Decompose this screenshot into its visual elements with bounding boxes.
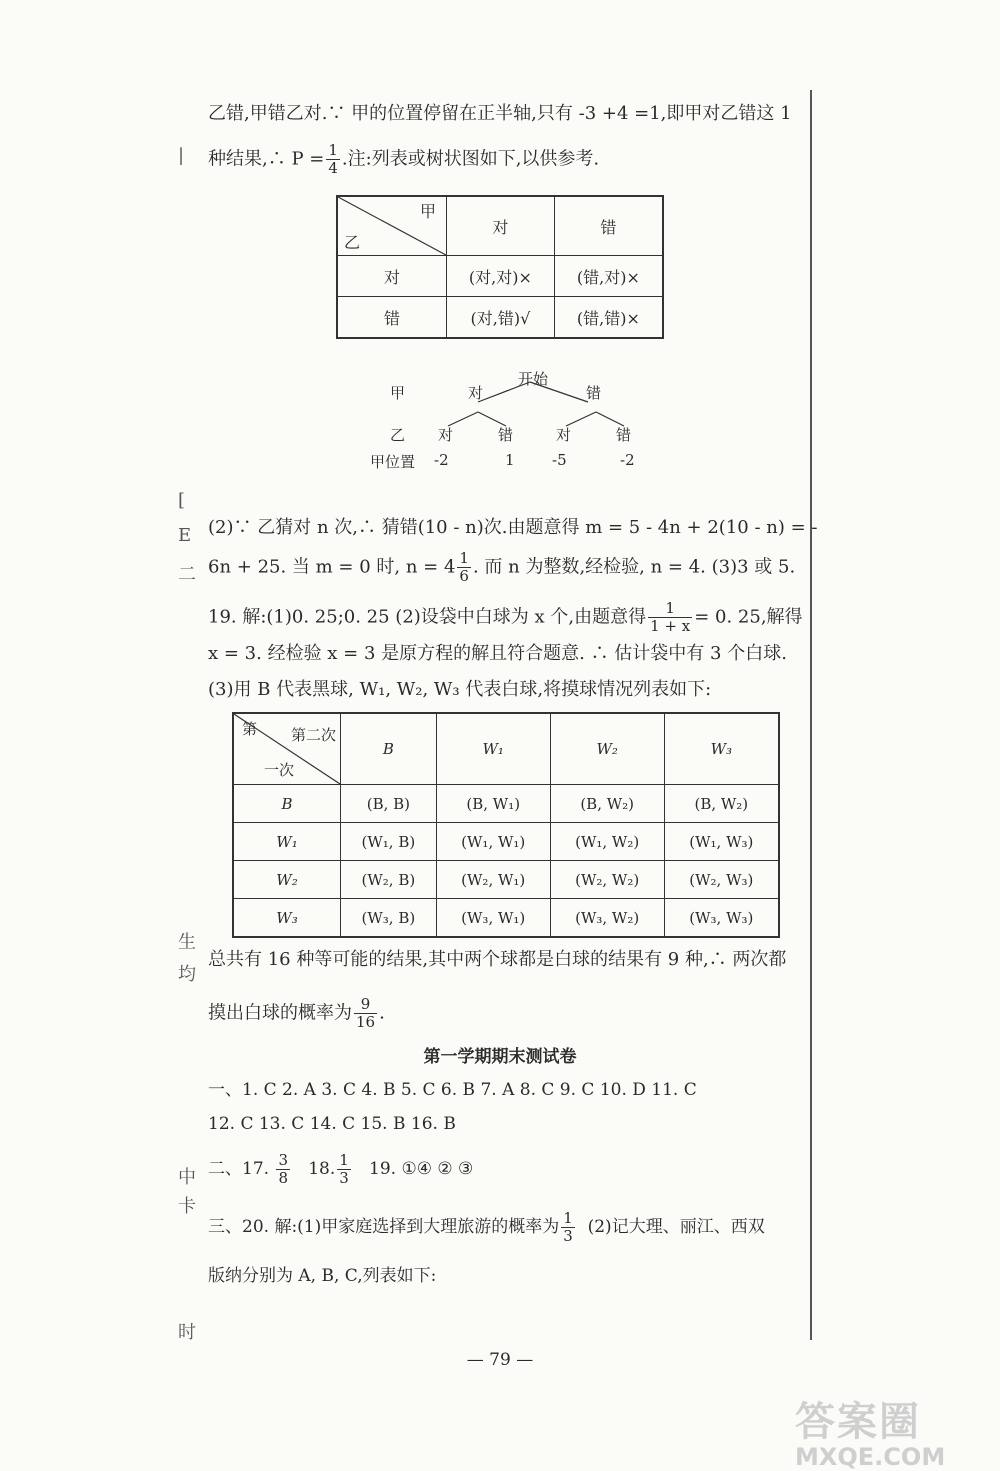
margin-mark: 生 <box>178 932 196 953</box>
outcome-table-2 <box>232 712 780 938</box>
table-cell: (B, B) <box>341 785 437 823</box>
denominator: 8 <box>278 1169 288 1187</box>
margin-mark: 均 <box>178 964 196 985</box>
margin-mark: 时 <box>178 1322 196 1343</box>
text-segment: (2)记大理、丽江、西双 <box>587 1217 765 1237</box>
text-line <box>208 142 599 177</box>
corner-bottom-label: 一次 <box>264 761 295 779</box>
margin-mark: 二 <box>178 564 196 585</box>
outcome-table-1 <box>336 195 664 339</box>
fraction <box>354 996 377 1031</box>
margin-mark: 卡 <box>178 1196 196 1217</box>
table-cell: (W₁, B) <box>341 823 437 861</box>
corner-top-left-label: 第 <box>242 720 258 738</box>
text-segment: . <box>379 1002 385 1024</box>
tree-row-label: 乙 <box>390 426 406 444</box>
text-line: (3)用 B 代表黑球, W₁, W₂, W₃ 代表白球,将摸球情况列表如下: <box>208 679 712 700</box>
numerator: 3 <box>278 1151 288 1169</box>
table-cell: (B, W₂) <box>664 785 779 823</box>
text-segment: 摸出白球的概率为 <box>208 1002 352 1024</box>
answer-line: 版纳分别为 A, B, C,列表如下: <box>208 1266 437 1286</box>
watermark-logo <box>795 1390 945 1471</box>
tree-node: 对 <box>468 384 484 402</box>
table-cell: (W₃, W₃) <box>664 899 779 938</box>
margin-mark: [ <box>178 490 186 511</box>
fraction <box>561 1210 575 1245</box>
table-cell: (B, W₁) <box>436 785 550 823</box>
text-segment: . 而 n 为整数,经检验, n = 4. (3)3 或 5. <box>472 556 796 578</box>
tree-node: 对 <box>556 426 572 444</box>
column-header: 对 <box>447 196 555 256</box>
denominator: 3 <box>563 1227 573 1245</box>
text-segment: 三、20. 解:(1)甲家庭选择到大理旅游的概率为 <box>208 1217 560 1237</box>
text-line <box>208 550 795 585</box>
tree-row-label: 甲 <box>390 384 406 402</box>
fraction <box>276 1152 290 1187</box>
denominator: 3 <box>339 1169 349 1187</box>
column-header: W₁ <box>436 713 550 785</box>
column-header: B <box>341 713 437 785</box>
column-header: 错 <box>554 196 663 256</box>
column-rule <box>810 90 812 1340</box>
fraction <box>326 142 340 177</box>
row-header: W₁ <box>233 823 341 861</box>
text-segment: 6n + 25. 当 m = 0 时, n = 4 <box>208 556 456 578</box>
section-title: 第一学期期末测试卷 <box>423 1047 577 1067</box>
table-cell: (W₃, B) <box>341 899 437 938</box>
row-header: 对 <box>337 256 447 297</box>
tree-node: 错 <box>586 384 602 402</box>
numerator: 9 <box>354 996 377 1014</box>
corner-cell <box>337 196 447 256</box>
table-cell: (W₂, W₂) <box>550 861 664 899</box>
tree-node: 对 <box>438 426 454 444</box>
table-cell: (对,错)√ <box>447 297 555 339</box>
denominator: 6 <box>459 567 469 585</box>
tree-position: -2 <box>434 451 449 469</box>
text-segment: .注:列表或树状图如下,以供参考. <box>341 148 600 170</box>
numerator: 1 <box>648 600 692 618</box>
row-header: 错 <box>337 297 447 339</box>
numerator: 1 <box>459 549 469 567</box>
table-cell: (W₃, W₂) <box>550 899 664 938</box>
margin-mark: | <box>178 145 185 166</box>
denominator: 1 + x <box>650 617 691 635</box>
text-segment: 19. 解:(1)0. 25;0. 25 (2)设袋中白球为 x 个,由题意得 <box>208 606 647 628</box>
text-line: x = 3. 经检验 x = 3 是原方程的解且符合题意. ∴ 估计袋中有 3 个白球. <box>208 643 787 664</box>
fraction <box>337 1152 351 1187</box>
table-cell: (W₁, W₂) <box>550 823 664 861</box>
table-cell: (对,对)× <box>447 256 555 297</box>
numerator: 1 <box>339 1151 349 1169</box>
watermark-url: MXQE.COM <box>795 1443 946 1471</box>
margin-mark: 中 <box>178 1167 196 1188</box>
fraction <box>457 550 471 585</box>
corner-bottom-label: 乙 <box>344 233 361 252</box>
text-segment: 19. ①④ ② ③ <box>369 1159 474 1179</box>
tree-root: 开始 <box>518 370 549 388</box>
text-line: 总共有 16 种等可能的结果,其中两个球都是白球的结果有 9 种,∴ 两次都 <box>208 949 787 970</box>
table-cell: (B, W₂) <box>550 785 664 823</box>
corner-top-label: 第二次 <box>290 726 336 744</box>
table-cell: (W₁, W₁) <box>436 823 550 861</box>
tree-position: 1 <box>505 451 515 469</box>
corner-cell <box>233 713 341 785</box>
column-header: W₂ <box>550 713 664 785</box>
margin-mark: E <box>178 525 192 546</box>
table-cell: (W₂, W₃) <box>664 861 779 899</box>
answer-line: 一、1. C 2. A 3. C 4. B 5. C 6. B 7. A 8. C 9. C 10. D 11. C <box>208 1080 697 1100</box>
watermark-text: 答案圈 <box>795 1399 921 1445</box>
table-cell: (错,对)× <box>554 256 663 297</box>
tree-node: 错 <box>616 426 632 444</box>
text-segment: 种结果,∴ P = <box>208 148 325 170</box>
table-cell: (W₂, B) <box>341 861 437 899</box>
column-header: W₃ <box>664 713 779 785</box>
numerator: 1 <box>328 141 338 159</box>
fraction <box>648 600 692 635</box>
tree-row-label: 甲位置 <box>370 453 416 471</box>
answer-line: 12. C 13. C 14. C 15. B 16. B <box>208 1114 456 1134</box>
tree-node: 错 <box>498 426 514 444</box>
text-line: 乙错,甲错乙对.∵ 甲的位置停留在正半轴,只有 -3 +4 =1,即甲对乙错这 1 <box>208 103 792 124</box>
text-line <box>208 996 385 1031</box>
denominator: 4 <box>328 159 338 177</box>
page-number: — 79 — <box>466 1350 534 1370</box>
tree-position: -2 <box>620 451 635 469</box>
text-line: (2)∵ 乙猜对 n 次,∴ 猜错(10 - n)次.由题意得 m = 5 - 4n + 2(10 - n) = - <box>208 517 818 538</box>
answer-line <box>208 1210 765 1245</box>
table-cell: (W₁, W₃) <box>664 823 779 861</box>
table-cell: (错,错)× <box>554 297 663 339</box>
table-cell: (W₂, W₁) <box>436 861 550 899</box>
tree-position: -5 <box>552 451 567 469</box>
table-cell: (W₃, W₁) <box>436 899 550 938</box>
text-segment: 二、17. <box>208 1159 270 1179</box>
text-line <box>208 600 803 635</box>
denominator: 16 <box>356 1013 376 1031</box>
text-segment: 18. <box>308 1159 336 1179</box>
text-segment: = 0. 25,解得 <box>694 606 803 628</box>
row-header: B <box>233 785 341 823</box>
numerator: 1 <box>563 1209 573 1227</box>
answer-line <box>208 1152 473 1187</box>
row-header: W₂ <box>233 861 341 899</box>
corner-top-label: 甲 <box>419 202 436 221</box>
row-header: W₃ <box>233 899 341 938</box>
